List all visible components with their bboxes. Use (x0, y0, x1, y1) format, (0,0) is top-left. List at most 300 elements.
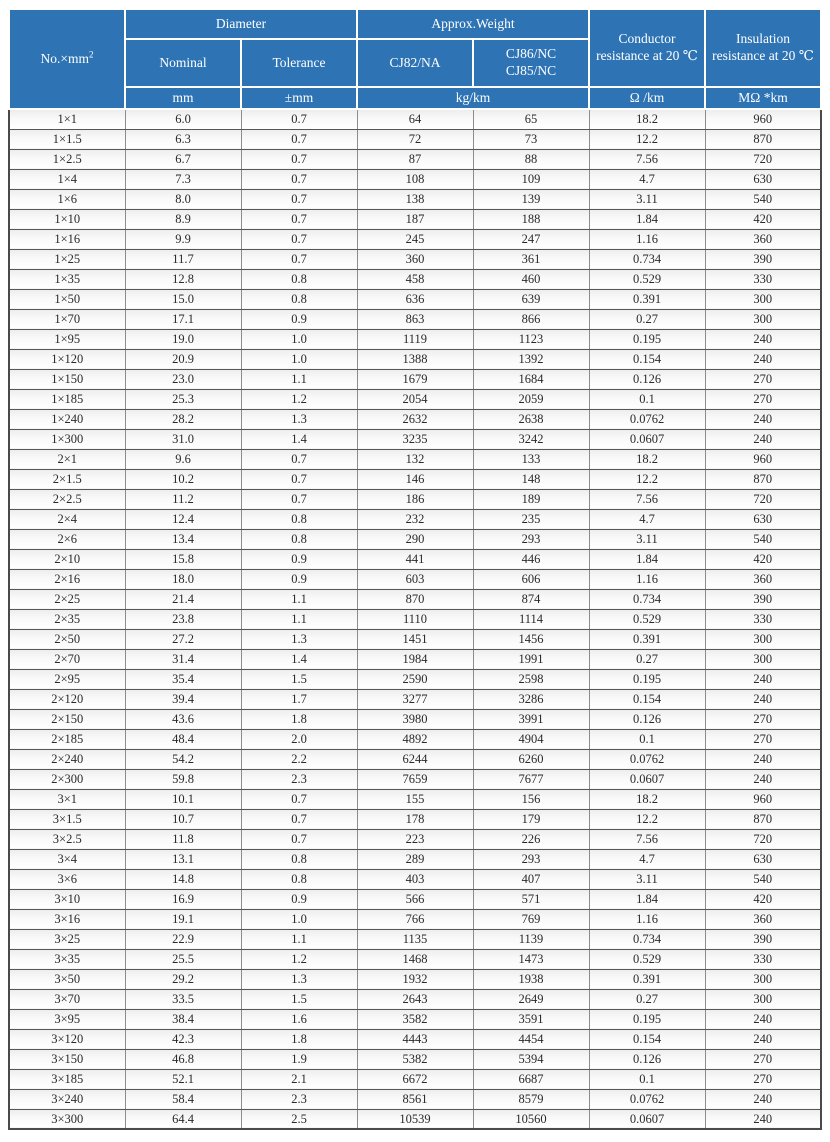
table-cell: 0.7 (241, 209, 357, 229)
table-cell: 0.1 (589, 1069, 705, 1089)
table-cell: 2.2 (241, 749, 357, 769)
table-cell: 0.7 (241, 129, 357, 149)
table-cell: 360 (705, 229, 821, 249)
table-cell: 179 (473, 809, 589, 829)
table-cell: 1.3 (241, 969, 357, 989)
table-cell: 0.8 (241, 509, 357, 529)
table-cell: 25.3 (125, 389, 241, 409)
table-cell: 1.3 (241, 629, 357, 649)
table-cell: 1.2 (241, 389, 357, 409)
table-cell: 65 (473, 109, 589, 129)
table-cell: 360 (705, 569, 821, 589)
header-cj82-na: CJ82/NA (357, 39, 473, 87)
row-label-cell: 1×35 (9, 269, 125, 289)
table-cell: 72 (357, 129, 473, 149)
table-cell: 43.6 (125, 709, 241, 729)
table-cell: 13.4 (125, 529, 241, 549)
table-cell: 240 (705, 1089, 821, 1109)
table-cell: 540 (705, 189, 821, 209)
table-cell: 2.0 (241, 729, 357, 749)
table-cell: 1.84 (589, 549, 705, 569)
table-row (9, 769, 821, 789)
header-row-units (9, 87, 821, 109)
table-row (9, 149, 821, 169)
superscript-2: 2 (89, 49, 94, 60)
table-cell: 18.0 (125, 569, 241, 589)
table-cell: 1114 (473, 609, 589, 629)
row-label-cell: 3×95 (9, 1009, 125, 1029)
row-label-cell: 1×150 (9, 369, 125, 389)
table-cell: 0.27 (589, 309, 705, 329)
table-row (9, 409, 821, 429)
table-cell: 2059 (473, 389, 589, 409)
table-cell: 223 (357, 829, 473, 849)
table-cell: 0.7 (241, 169, 357, 189)
table-cell: 3.11 (589, 189, 705, 209)
row-label-cell: 1×2.5 (9, 149, 125, 169)
row-label-cell: 2×300 (9, 769, 125, 789)
table-cell: 9.6 (125, 449, 241, 469)
table-cell: 0.734 (589, 929, 705, 949)
row-label-cell: 1×120 (9, 349, 125, 369)
table-cell: 4892 (357, 729, 473, 749)
table-cell: 870 (705, 129, 821, 149)
table-cell: 2.3 (241, 769, 357, 789)
table-cell: 403 (357, 869, 473, 889)
table-cell: 23.8 (125, 609, 241, 629)
table-cell: 6.3 (125, 129, 241, 149)
row-label-cell: 3×4 (9, 849, 125, 869)
table-cell: 28.2 (125, 409, 241, 429)
table-cell: 0.9 (241, 569, 357, 589)
table-cell: 0.154 (589, 349, 705, 369)
row-label-cell: 2×16 (9, 569, 125, 589)
table-cell: 8579 (473, 1089, 589, 1109)
row-label-cell: 2×35 (9, 609, 125, 629)
table-cell: 0.391 (589, 969, 705, 989)
table-cell: 247 (473, 229, 589, 249)
table-cell: 0.0762 (589, 1089, 705, 1109)
table-row (9, 809, 821, 829)
header-row-groups (9, 9, 821, 39)
table-cell: 1119 (357, 329, 473, 349)
table-cell: 300 (705, 629, 821, 649)
table-row (9, 129, 821, 149)
table-cell: 5394 (473, 1049, 589, 1069)
table-cell: 0.126 (589, 1049, 705, 1069)
table-cell: 4454 (473, 1029, 589, 1049)
table-cell: 240 (705, 749, 821, 769)
table-cell: 108 (357, 169, 473, 189)
table-row (9, 689, 821, 709)
table-cell: 1.84 (589, 889, 705, 909)
table-cell: 2.1 (241, 1069, 357, 1089)
table-header (9, 9, 821, 109)
table-cell: 12.2 (589, 469, 705, 489)
row-label-cell: 2×6 (9, 529, 125, 549)
row-label-cell: 2×240 (9, 749, 125, 769)
row-label-cell: 3×2.5 (9, 829, 125, 849)
unit-kg-km: kg/km (357, 87, 589, 109)
table-cell: 240 (705, 409, 821, 429)
table-cell: 87 (357, 149, 473, 169)
table-row (9, 109, 821, 129)
table-cell: 0.1 (589, 389, 705, 409)
table-cell: 0.7 (241, 149, 357, 169)
table-row (9, 869, 821, 889)
table-cell: 25.5 (125, 949, 241, 969)
table-cell: 155 (357, 789, 473, 809)
table-cell: 0.734 (589, 249, 705, 269)
table-row (9, 1049, 821, 1069)
table-cell: 7677 (473, 769, 589, 789)
table-row (9, 589, 821, 609)
table-cell: 0.154 (589, 1029, 705, 1049)
table-cell: 1991 (473, 649, 589, 669)
table-cell: 240 (705, 349, 821, 369)
table-cell: 18.2 (589, 789, 705, 809)
table-cell: 293 (473, 849, 589, 869)
table-cell: 1.4 (241, 429, 357, 449)
table-cell: 240 (705, 1109, 821, 1129)
table-cell: 146 (357, 469, 473, 489)
table-cell: 460 (473, 269, 589, 289)
table-row (9, 469, 821, 489)
table-row (9, 609, 821, 629)
table-cell: 2649 (473, 989, 589, 1009)
table-cell: 420 (705, 549, 821, 569)
table-cell: 23.0 (125, 369, 241, 389)
table-cell: 766 (357, 909, 473, 929)
table-cell: 109 (473, 169, 589, 189)
table-cell: 1392 (473, 349, 589, 369)
table-cell: 1451 (357, 629, 473, 649)
table-cell: 6672 (357, 1069, 473, 1089)
table-cell: 3235 (357, 429, 473, 449)
row-label-cell: 1×70 (9, 309, 125, 329)
table-cell: 178 (357, 809, 473, 829)
table-cell: 270 (705, 709, 821, 729)
table-cell: 7.3 (125, 169, 241, 189)
table-cell: 4443 (357, 1029, 473, 1049)
row-label-cell: 1×1.5 (9, 129, 125, 149)
table-cell: 1.16 (589, 909, 705, 929)
table-cell: 188 (473, 209, 589, 229)
table-cell: 0.7 (241, 829, 357, 849)
table-cell: 0.7 (241, 109, 357, 129)
table-cell: 1.1 (241, 589, 357, 609)
table-cell: 1135 (357, 929, 473, 949)
table-cell: 300 (705, 289, 821, 309)
table-cell: 290 (357, 529, 473, 549)
table-row (9, 449, 821, 469)
table-cell: 54.2 (125, 749, 241, 769)
table-cell: 1.1 (241, 609, 357, 629)
table-cell: 300 (705, 989, 821, 1009)
table-row (9, 289, 821, 309)
table-cell: 361 (473, 249, 589, 269)
table-cell: 863 (357, 309, 473, 329)
table-cell: 6260 (473, 749, 589, 769)
table-cell: 960 (705, 449, 821, 469)
row-label-cell: 2×50 (9, 629, 125, 649)
table-cell: 5382 (357, 1049, 473, 1069)
table-cell: 0.7 (241, 469, 357, 489)
table-row (9, 169, 821, 189)
table-cell: 240 (705, 429, 821, 449)
table-cell: 1.4 (241, 649, 357, 669)
header-nominal: Nominal (125, 39, 241, 87)
table-cell: 1139 (473, 929, 589, 949)
table-cell: 0.195 (589, 669, 705, 689)
row-label-cell: 3×150 (9, 1049, 125, 1069)
row-label-cell: 2×1.5 (9, 469, 125, 489)
table-cell: 0.8 (241, 289, 357, 309)
row-label-cell: 3×1 (9, 789, 125, 809)
table-cell: 3980 (357, 709, 473, 729)
table-cell: 73 (473, 129, 589, 149)
table-cell: 1984 (357, 649, 473, 669)
table-row (9, 329, 821, 349)
row-label-cell: 3×300 (9, 1109, 125, 1129)
row-label-cell: 2×4 (9, 509, 125, 529)
table-cell: 0.0762 (589, 409, 705, 429)
table-cell: 1.84 (589, 209, 705, 229)
table-cell: 1123 (473, 329, 589, 349)
table-cell: 9.9 (125, 229, 241, 249)
table-cell: 38.4 (125, 1009, 241, 1029)
row-label-cell: 1×25 (9, 249, 125, 269)
row-label-cell: 3×6 (9, 869, 125, 889)
table-cell: 42.3 (125, 1029, 241, 1049)
table-row (9, 709, 821, 729)
table-cell: 22.9 (125, 929, 241, 949)
table-cell: 0.7 (241, 249, 357, 269)
table-cell: 874 (473, 589, 589, 609)
table-cell: 59.8 (125, 769, 241, 789)
table-cell: 2638 (473, 409, 589, 429)
row-label-cell: 3×70 (9, 989, 125, 1009)
table-cell: 330 (705, 269, 821, 289)
table-row (9, 729, 821, 749)
unit-ohm-km: Ω /km (589, 87, 705, 109)
cable-spec-table (8, 8, 822, 1130)
table-cell: 3.11 (589, 869, 705, 889)
table-cell: 1473 (473, 949, 589, 969)
table-cell: 156 (473, 789, 589, 809)
table-cell: 15.8 (125, 549, 241, 569)
row-label-cell: 2×2.5 (9, 489, 125, 509)
table-cell: 300 (705, 309, 821, 329)
table-row (9, 909, 821, 929)
table-cell: 187 (357, 209, 473, 229)
table-cell: 1110 (357, 609, 473, 629)
table-cell: 235 (473, 509, 589, 529)
table-cell: 11.2 (125, 489, 241, 509)
table-row (9, 1009, 821, 1029)
table-cell: 189 (473, 489, 589, 509)
table-cell: 1.6 (241, 1009, 357, 1029)
table-cell: 0.7 (241, 449, 357, 469)
table-cell: 1.0 (241, 329, 357, 349)
row-label-cell: 1×240 (9, 409, 125, 429)
table-cell: 133 (473, 449, 589, 469)
table-cell: 1.9 (241, 1049, 357, 1069)
header-approx-weight: Approx.Weight (357, 9, 589, 39)
table-cell: 0.0607 (589, 769, 705, 789)
table-cell: 64.4 (125, 1109, 241, 1129)
table-cell: 300 (705, 649, 821, 669)
row-label-cell: 2×70 (9, 649, 125, 669)
table-cell: 4.7 (589, 509, 705, 529)
table-cell: 0.126 (589, 709, 705, 729)
row-label-cell: 2×1 (9, 449, 125, 469)
table-row (9, 969, 821, 989)
table-cell: 458 (357, 269, 473, 289)
table-cell: 12.4 (125, 509, 241, 529)
row-label-cell: 3×240 (9, 1089, 125, 1109)
table-row (9, 849, 821, 869)
table-cell: 0.9 (241, 549, 357, 569)
table-cell: 240 (705, 689, 821, 709)
table-cell: 88 (473, 149, 589, 169)
table-cell: 0.7 (241, 809, 357, 829)
table-cell: 3591 (473, 1009, 589, 1029)
table-cell: 0.529 (589, 269, 705, 289)
table-cell: 139 (473, 189, 589, 209)
table-cell: 636 (357, 289, 473, 309)
row-label-cell: 1×185 (9, 389, 125, 409)
table-cell: 866 (473, 309, 589, 329)
table-cell: 0.9 (241, 889, 357, 909)
table-cell: 240 (705, 669, 821, 689)
table-cell: 1456 (473, 629, 589, 649)
unit-megaohm-km: MΩ *km (705, 87, 821, 109)
table-cell: 8561 (357, 1089, 473, 1109)
table-cell: 33.5 (125, 989, 241, 1009)
table-row (9, 989, 821, 1009)
table-row (9, 549, 821, 569)
table-cell: 6687 (473, 1069, 589, 1089)
table-cell: 1.7 (241, 689, 357, 709)
table-cell: 11.8 (125, 829, 241, 849)
table-cell: 0.7 (241, 189, 357, 209)
table-cell: 7.56 (589, 489, 705, 509)
table-row (9, 349, 821, 369)
table-row (9, 229, 821, 249)
table-row (9, 389, 821, 409)
table-cell: 0.0607 (589, 1109, 705, 1129)
table-row (9, 189, 821, 209)
row-label-cell: 1×300 (9, 429, 125, 449)
table-cell: 0.195 (589, 329, 705, 349)
table-cell: 240 (705, 329, 821, 349)
table-cell: 10539 (357, 1109, 473, 1129)
table-cell: 870 (705, 469, 821, 489)
row-label-cell: 1×16 (9, 229, 125, 249)
table-row (9, 529, 821, 549)
table-cell: 441 (357, 549, 473, 569)
header-conductor-resistance: Conductor resistance at 20 ℃ (589, 9, 705, 87)
table-cell: 300 (705, 969, 821, 989)
table-row (9, 209, 821, 229)
table-cell: 19.0 (125, 329, 241, 349)
header-no-mm2: $No.\times mm^2$ (9, 9, 125, 109)
row-label-cell: 1×95 (9, 329, 125, 349)
table-cell: 720 (705, 489, 821, 509)
table-cell: 3242 (473, 429, 589, 449)
table-cell: 1.8 (241, 709, 357, 729)
table-cell: 330 (705, 949, 821, 969)
table-cell: 48.4 (125, 729, 241, 749)
table-cell: 52.1 (125, 1069, 241, 1089)
table-cell: 148 (473, 469, 589, 489)
table-cell: 360 (705, 909, 821, 929)
table-cell: 12.2 (589, 809, 705, 829)
row-label-cell: 1×6 (9, 189, 125, 209)
table-cell: 8.0 (125, 189, 241, 209)
table-cell: 0.7 (241, 229, 357, 249)
header-tolerance: Tolerance (241, 39, 357, 87)
table-cell: 10.7 (125, 809, 241, 829)
table-cell: 3277 (357, 689, 473, 709)
row-label-cell: 2×120 (9, 689, 125, 709)
table-cell: 7659 (357, 769, 473, 789)
table-cell: 14.8 (125, 869, 241, 889)
table-row (9, 1029, 821, 1049)
table-cell: 289 (357, 849, 473, 869)
table-cell: 0.529 (589, 609, 705, 629)
table-cell: 6.0 (125, 109, 241, 129)
table-cell: 1468 (357, 949, 473, 969)
table-cell: 630 (705, 849, 821, 869)
table-cell: 10.1 (125, 789, 241, 809)
table-cell: 138 (357, 189, 473, 209)
table-cell: 3286 (473, 689, 589, 709)
table-cell: 1.3 (241, 409, 357, 429)
table-cell: 720 (705, 829, 821, 849)
table-row (9, 789, 821, 809)
table-cell: 12.8 (125, 269, 241, 289)
table-cell: 240 (705, 1009, 821, 1029)
table-cell: 15.0 (125, 289, 241, 309)
table-row (9, 889, 821, 909)
row-label-cell: 2×10 (9, 549, 125, 569)
table-cell: 0.126 (589, 369, 705, 389)
table-cell: 186 (357, 489, 473, 509)
table-row (9, 269, 821, 289)
table-cell: 630 (705, 509, 821, 529)
table-cell: 0.1 (589, 729, 705, 749)
table-cell: 540 (705, 869, 821, 889)
table-cell: 0.7 (241, 489, 357, 509)
table-cell: 7.56 (589, 149, 705, 169)
table-cell: 4.7 (589, 849, 705, 869)
table-cell: 39.4 (125, 689, 241, 709)
table-cell: 0.7 (241, 789, 357, 809)
table-cell: 603 (357, 569, 473, 589)
row-label-cell: 1×10 (9, 209, 125, 229)
table-row (9, 489, 821, 509)
table-cell: 0.0762 (589, 749, 705, 769)
table-row (9, 949, 821, 969)
table-cell: 420 (705, 889, 821, 909)
table-cell: 31.0 (125, 429, 241, 449)
table-cell: 232 (357, 509, 473, 529)
row-label-cell: 3×50 (9, 969, 125, 989)
table-cell: 46.8 (125, 1049, 241, 1069)
table-row (9, 569, 821, 589)
